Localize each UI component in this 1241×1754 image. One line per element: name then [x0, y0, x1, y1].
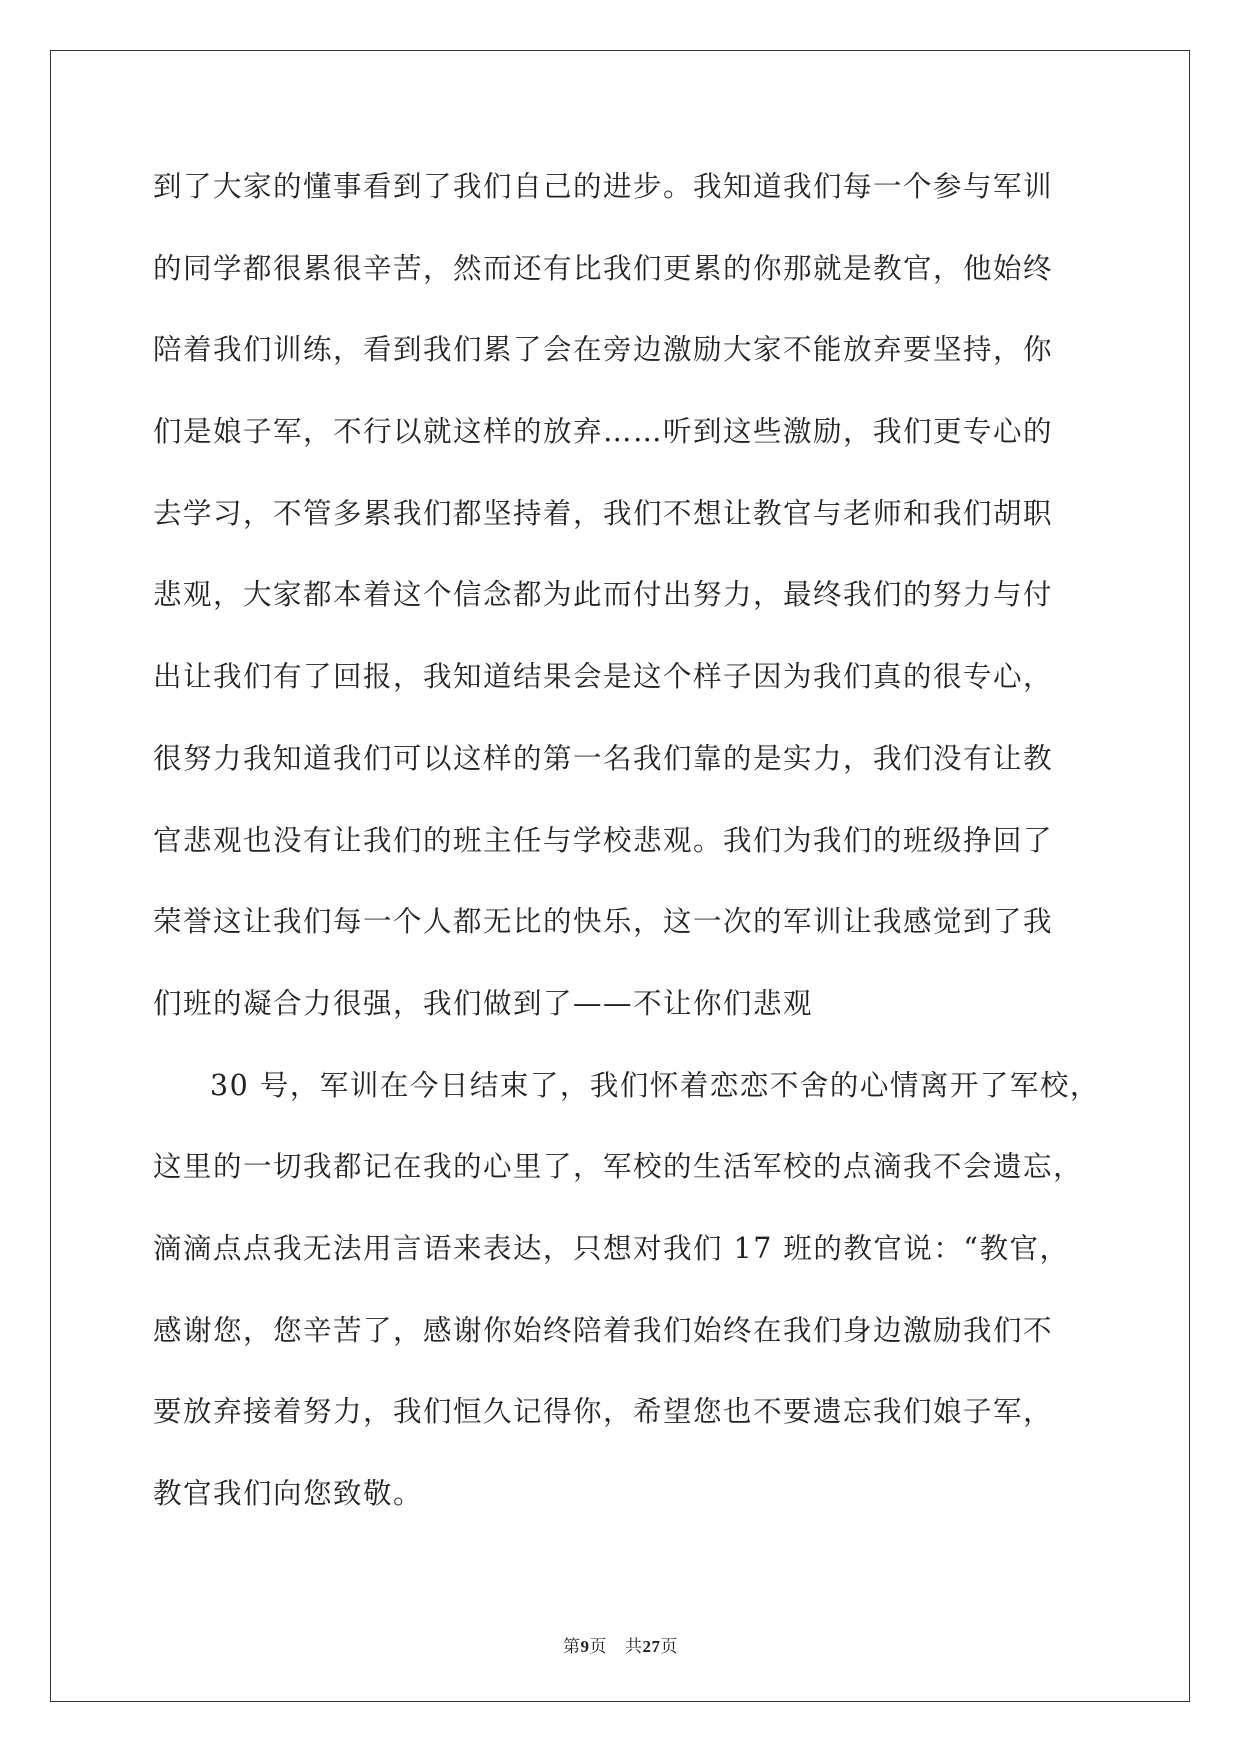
total-pages: 27 — [642, 1637, 661, 1656]
page-footer — [0, 1632, 1241, 1657]
text-line: 出让我们有了回报，我知道结果会是这个样子因为我们真的很专心， — [153, 660, 1054, 694]
text-line: 去学习，不管多累我们都坚持着，我们不想让教官与老师和我们胡职 — [153, 496, 1054, 530]
text-line: 荣誉这让我们每一个人都无比的快乐，这一次的军训让我感觉到了我 — [153, 905, 1054, 939]
text-line: 的同学都很累很辛苦，然而还有比我们更累的你那就是教官，他始终 — [153, 251, 1054, 285]
text-line: 到了大家的懂事看到了我们自己的进步。我知道我们每一个参与军训 — [153, 170, 1054, 203]
text-line: 要放弃接着努力，我们恒久记得你，希望您也不要遗忘我们娘子军， — [153, 1395, 1054, 1429]
text-line: 们是娘子军，不行以就这样的放弃……听到这些激励，我们更专心的 — [153, 415, 1054, 449]
text-line: 悲观，大家都本着这个信念都为此而付出努力，最终我们的努力与付 — [153, 578, 1054, 612]
total-suffix: 页 — [660, 1637, 678, 1657]
page-prefix: 第 — [563, 1637, 581, 1657]
text-line: 教官我们向您致敬。 — [153, 1477, 424, 1510]
total-prefix: 共 — [625, 1637, 643, 1657]
text-line: 感谢您，您辛苦了，感谢你始终陪着我们始终在我们身边激励我们不 — [153, 1313, 1054, 1347]
document-body — [153, 163, 1100, 1552]
page-number: 9 — [580, 1637, 590, 1656]
text-line: 很努力我知道我们可以这样的第一名我们靠的是实力，我们没有让教 — [153, 741, 1054, 775]
text-line: 们班的凝合力很强，我们做到了——不让你们悲观 — [153, 986, 814, 1020]
text-line: 陪着我们训练，看到我们累了会在旁边激励大家不能放弃要坚持，你 — [153, 333, 1054, 367]
text-line: 这里的一切我都记在我的心里了，军校的生活军校的点滴我不会遗忘， — [153, 1150, 1084, 1184]
page-suffix: 页 — [589, 1637, 607, 1657]
text-line: 官悲观也没有让我们的班主任与学校悲观。我们为我们的班级挣回了 — [153, 823, 1054, 857]
text-line: 滴滴点点我无法用言语来表达，只想对我们 17 班的教官说：“教官， — [153, 1231, 1070, 1265]
paragraph-start-line: 30 号，军训在今日结束了，我们怀着恋恋不舍的心情离开了军校， — [210, 1068, 1100, 1102]
